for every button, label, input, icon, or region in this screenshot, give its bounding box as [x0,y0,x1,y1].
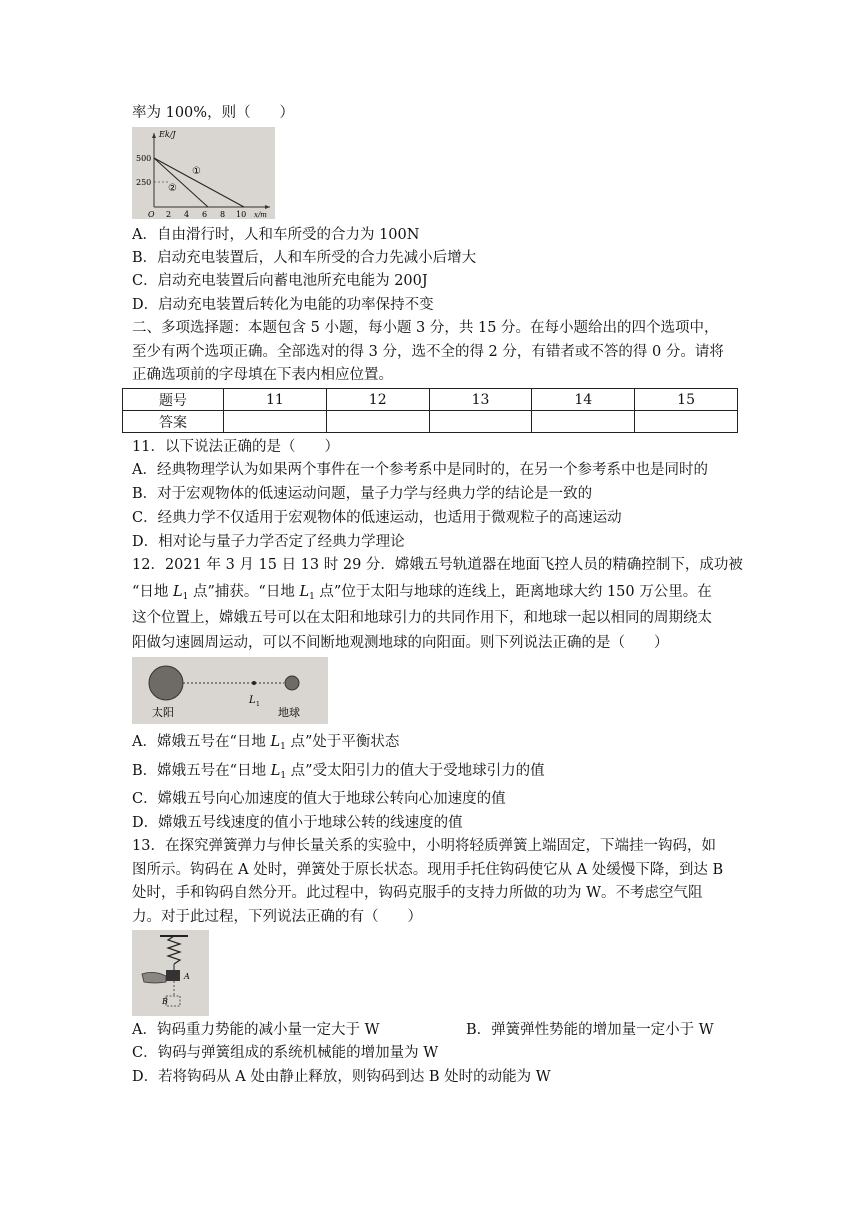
q13-option-d: D．若将钩码从 A 处由静止释放，则钩码到达 B 处时的动能为 W [132,1069,551,1085]
answer-cell-11[interactable] [224,411,327,433]
y-axis-label: Ek/J [159,130,176,139]
l1-subscript: 1 [309,592,315,602]
q12-option-d: D．嫦娥五号线速度的值小于地球公转的线速度的值 [132,815,463,831]
q10-option-b: B．启动充电装置后，人和车所受的合力先减小后增大 [132,250,477,266]
l1-label-sub: 1 [256,701,260,708]
section2-line-2: 至少有两个选项正确。全部选对的得 3 分，选不全的得 2 分，有错者或不答的得 0 分。请将 [132,344,724,360]
spring-coil [168,936,180,964]
q12-line-2-post: 点”位于太阳与地球的连线上，距离地球大约 150 万公里。在 [314,584,712,600]
curve-label-1: ① [192,166,201,177]
q13-line-2: 图所示。钩码在 A 处时，弹簧处于原长状态。现用手托住钩码使它从 A 处缓慢下降，到达 B [132,862,724,878]
q10-option-c: C．启动充电装置后向蓄电池所充电能为 200J [132,273,428,289]
x-tick-8: 8 [220,210,226,219]
q12-option-b [132,760,545,787]
x-tick-origin: O [148,210,155,219]
q10-option-d: D．启动充电装置后转化为电能的功率保持不变 [132,297,434,313]
col-number-12: 12 [326,389,429,411]
q12-line-4: 阳做匀速圆周运动，可以不间断地观测地球的向阳面。则下列说法正确的是（ ） [132,635,669,651]
row-header-answer: 答案 [123,411,224,433]
l1-label: L [249,695,256,706]
l1-letter: L [173,584,183,600]
label-a: A [184,972,190,981]
q13-option-c: C．钩码与弹簧组成的系统机械能的增加量为 W [132,1045,439,1061]
x-axis-label: x/m [254,211,267,219]
sun-circle [149,666,183,700]
q13-spring-figure [132,930,209,1016]
y-tick-250: 250 [136,178,152,187]
x-tick-10: 10 [236,210,247,219]
q10-option-a: A．自由滑行时，人和车所受的合力为 100N [132,227,420,243]
q12-option-a-pre: A．嫦娥五号在“日地 [132,734,271,750]
q13-line-3: 处时，手和钩码自然分开。此过程中，钩码克服手的支持力所做的功为 W。不考虑空气阻 [132,885,703,901]
q10-energy-graph [132,127,275,219]
answer-cell-13[interactable] [429,411,532,433]
q12-line-2-pre: “日地 [132,584,174,600]
table-row-answers [123,411,738,433]
q11-option-c: C．经典力学不仅适用于宏观物体的低速运动，也适用于微观粒子的高速运动 [132,510,622,526]
q12-line-1: 12．2021 年 3 月 15 日 13 时 29 分．嫦娥五号轨道器在地面飞控人员的精确控制下，成功被 [132,557,743,573]
label-b: B [162,997,168,1006]
q13-line-4: 力。对于此过程，下列说法正确的有（ ） [132,909,422,925]
x-tick-4: 4 [184,210,190,219]
section2-line-3: 正确选项前的字母填在下表内相应位置。 [132,367,393,383]
spring-hook-diagram [132,930,209,1016]
hook-weight [166,970,180,981]
q13-option-b: B．弹簧弹性势能的增加量一定小于 W [466,1022,714,1038]
col-number-13: 13 [429,389,532,411]
q13-option-a: A．钩码重力势能的减小量一定大于 W [132,1022,380,1038]
q11-stem: 11．以下说法正确的是（ ） [132,439,339,455]
section2-line-1: 二、多项选择题：本题包含 5 小题，每小题 3 分，共 15 分。在每小题给出的四个选项中， [132,320,719,336]
x-tick-6: 6 [202,210,208,219]
answer-cell-12[interactable] [326,411,429,433]
sun-label: 太阳 [152,706,174,719]
q12-sun-earth-figure [132,657,328,724]
position-b-box [166,996,180,1006]
q10-stem-end: 率为 100%，则（ ） [132,105,295,121]
answer-table [122,388,738,433]
q12-option-b-pre: B．嫦娥五号在“日地 [132,763,271,779]
x-tick-2: 2 [166,210,172,219]
col-number-11: 11 [224,389,327,411]
earth-circle [285,676,299,690]
q12-line-2-mid: 点”捕获。“日地 [188,584,300,600]
l1-letter: L [270,763,281,779]
l1-letter: L [270,734,281,750]
l1-subscript: 1 [280,771,287,781]
q13-line-1: 13．在探究弹簧弹力与伸长量关系的实验中，小明将轻质弹簧上端固定，下端挂一钩码，如 [132,838,716,854]
sun-earth-diagram [132,657,328,724]
l1-point [252,681,256,685]
col-number-14: 14 [532,389,635,411]
x-axis-arrow [265,205,270,209]
q11-option-d: D．相对论与量子力学否定了经典力学理论 [132,534,405,550]
row-header-number: 题号 [123,389,224,411]
q12-option-c: C．嫦娥五号向心加速度的值大于地球公转向心加速度的值 [132,791,506,807]
q12-option-a [132,731,399,758]
q12-option-a-post: 点”处于平衡状态 [285,734,400,750]
earth-label: 地球 [278,706,300,719]
answer-cell-15[interactable] [635,411,738,433]
answer-cell-14[interactable] [532,411,635,433]
l1-subscript: 1 [182,592,189,602]
q12-line-2 [132,581,712,608]
q12-line-3: 这个位置上，嫦娥五号可以在太阳和地球引力的共同作用下，和地球一起以相同的周期绕太 [132,610,712,626]
table-row-numbers [123,389,738,411]
l1-subscript: 1 [280,742,286,752]
col-number-15: 15 [635,389,738,411]
l1-letter: L [299,584,310,600]
energy-distance-graph [132,127,275,219]
q12-option-b-post: 点”受太阳引力的值大于受地球引力的值 [286,763,545,779]
hand-shape [142,972,166,983]
y-tick-500: 500 [136,154,152,163]
curve-label-2: ② [168,183,177,194]
y-axis-arrow [152,133,156,138]
q11-option-a: A．经典物理学认为如果两个事件在一个参考系中是同时的，在另一个参考系中也是同时的 [132,462,708,478]
q11-option-b: B．对于宏观物体的低速运动问题，量子力学与经典力学的结论是一致的 [132,486,593,502]
